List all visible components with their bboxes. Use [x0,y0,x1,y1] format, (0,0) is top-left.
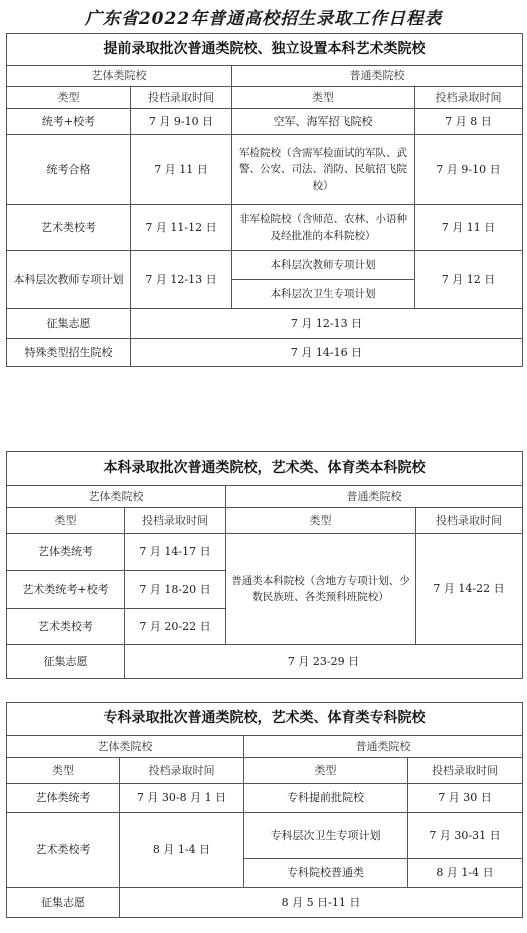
col-header-time: 投档录取时间 [415,87,523,109]
section-title: 提前录取批次普通类院校、独立设置本科艺术类院校 [7,34,523,66]
table-row [7,251,523,280]
art-time-cell: 7 月 11 日 [131,135,232,205]
table-row [7,534,523,571]
art-type-cell: 艺术类校考 [7,813,120,888]
table-row [7,645,523,679]
col-header-type: 类型 [226,508,416,534]
col-header-time: 投档录取时间 [131,87,232,109]
art-type-cell: 统考合格 [7,135,131,205]
art-type-cell: 本科层次教师专项计划 [7,251,131,309]
special-time: 7 月 14-16 日 [131,339,523,367]
art-time-cell: 7 月 11-12 日 [131,205,232,251]
col-header-time: 投档录取时间 [408,758,523,784]
art-group-header: 艺体类院校 [7,736,244,758]
solicit-label: 征集志愿 [7,888,120,918]
art-group-header: 艺体类院校 [7,486,226,508]
col-header-type: 类型 [7,87,131,109]
general-time-cell: 7 月 9-10 日 [415,135,523,205]
schedule-table-college-batch [6,702,523,918]
art-time-cell: 7 月 12-13 日 [131,251,232,309]
table-row [7,135,523,205]
general-type-cell: 专科院校普通类 [244,859,408,888]
special-label: 特殊类型招生院校 [7,339,131,367]
general-type-cell: 普通类本科院校（含地方专项计划、少数民族班、各类预科班院校） [226,534,416,645]
col-header-type: 类型 [7,508,125,534]
general-type-cell: 专科提前批院校 [244,784,408,813]
general-group-header: 普通类院校 [232,66,523,87]
solicit-time: 7 月 12-13 日 [131,309,523,339]
general-type-cell: 本科层次卫生专项计划 [232,280,415,309]
general-type-cell: 空军、海军招飞院校 [232,109,415,135]
art-time-cell: 7 月 30-8 月 1 日 [120,784,244,813]
table-row [7,339,523,367]
col-header-type: 类型 [244,758,408,784]
general-type-cell: 专科层次卫生专项计划 [244,813,408,859]
general-time-cell: 7 月 8 日 [415,109,523,135]
page-title: 广东省2022年普通高校招生录取工作日程表 [84,9,443,29]
art-time-cell: 7 月 20-22 日 [125,609,226,645]
table-row [7,109,523,135]
art-type-cell: 艺体类统考 [7,784,120,813]
table-row [7,205,523,251]
solicit-label: 征集志愿 [7,309,131,339]
art-time-cell: 8 月 1-4 日 [120,813,244,888]
table-row [7,784,523,813]
col-header-time: 投档录取时间 [120,758,244,784]
general-type-cell: 非军检院校（含师范、农林、小语种及经批准的本科院校） [232,205,415,251]
table-row [7,309,523,339]
general-time-cell: 7 月 14-22 日 [416,534,523,645]
art-type-cell: 艺体类统考 [7,534,125,571]
general-time-cell: 7 月 30 日 [408,784,523,813]
col-header-time: 投档录取时间 [416,508,523,534]
art-type-cell: 艺术类校考 [7,205,131,251]
general-time-cell: 7 月 30-31 日 [408,813,523,859]
schedule-table-early-batch [6,33,523,367]
solicit-time: 8 月 5 日-11 日 [120,888,523,918]
schedule-table-undergrad-batch [6,451,523,679]
general-time-cell: 8 月 1-4 日 [408,859,523,888]
general-type-cell: 军检院校（含需军检面试的军队、武警、公安、司法、消防、民航招飞院校） [232,135,415,205]
art-type-cell: 艺术类统考+校考 [7,571,125,609]
art-type-cell: 艺术类校考 [7,609,125,645]
col-header-time: 投档录取时间 [125,508,226,534]
table-row [7,813,523,859]
table-row [7,888,523,918]
art-type-cell: 统考+校考 [7,109,131,135]
general-time-cell: 7 月 12 日 [415,251,523,309]
general-time-cell: 7 月 11 日 [415,205,523,251]
section-title: 本科录取批次普通类院校，艺术类、体育类本科院校 [7,452,523,486]
general-type-cell: 本科层次教师专项计划 [232,251,415,280]
solicit-time: 7 月 23-29 日 [125,645,523,679]
section-title: 专科录取批次普通类院校，艺术类、体育类专科院校 [7,703,523,736]
general-group-header: 普通类院校 [244,736,523,758]
art-time-cell: 7 月 14-17 日 [125,534,226,571]
col-header-type: 类型 [7,758,120,784]
art-time-cell: 7 月 9-10 日 [131,109,232,135]
general-group-header: 普通类院校 [226,486,523,508]
col-header-type: 类型 [232,87,415,109]
art-time-cell: 7 月 18-20 日 [125,571,226,609]
art-group-header: 艺体类院校 [7,66,232,87]
solicit-label: 征集志愿 [7,645,125,679]
